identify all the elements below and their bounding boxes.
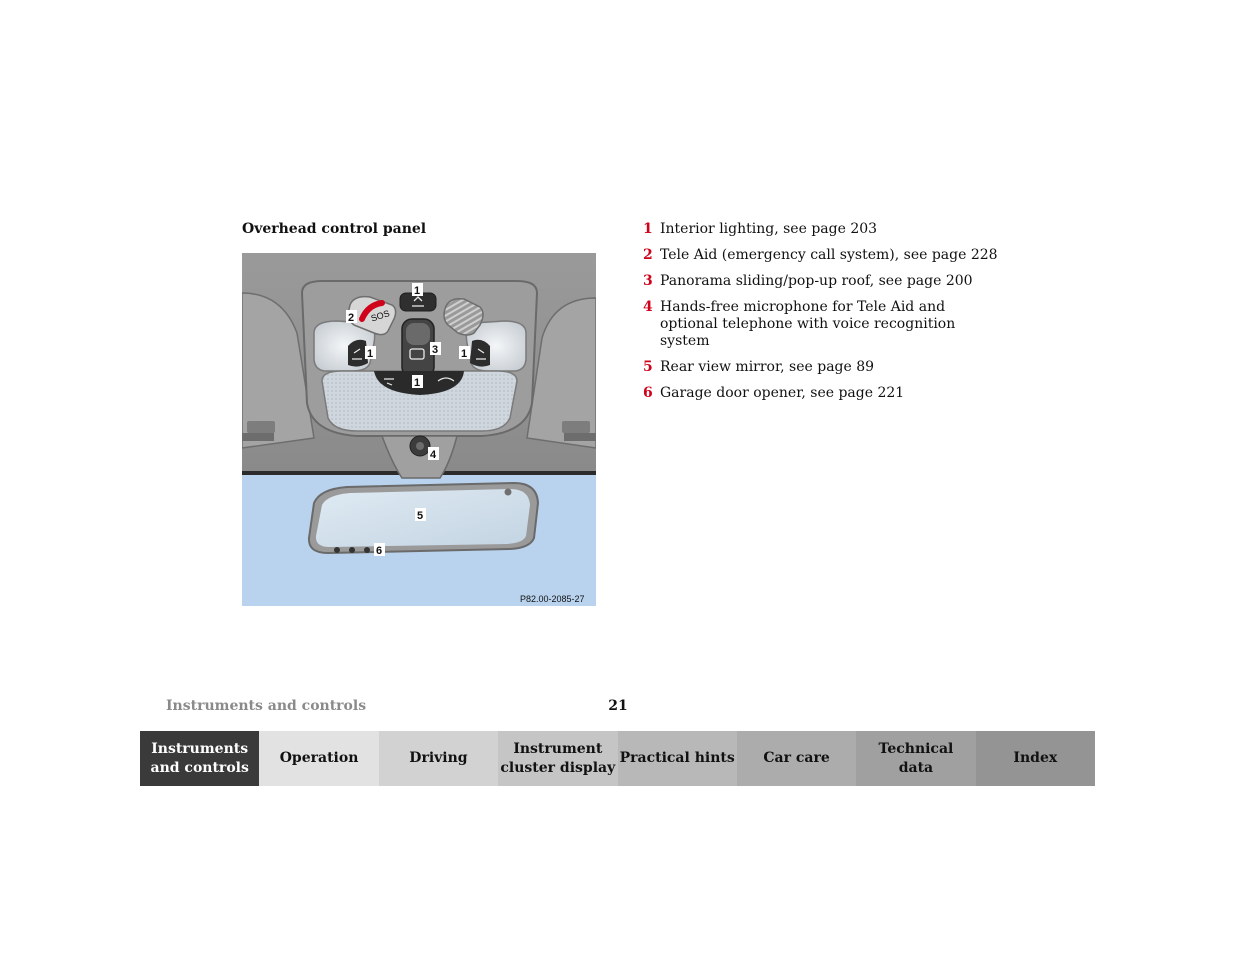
list-item: 1 Interior lighting, see page 203 <box>643 221 878 237</box>
list-item: 5 Rear view mirror, see page 89 <box>643 359 875 375</box>
list-item: 3 Panorama sliding/pop-up roof, see page 200 <box>643 273 973 289</box>
tab-practical-hints[interactable]: Practical hints <box>618 731 737 786</box>
tab-technical-data[interactable]: Technical data <box>856 731 975 786</box>
sliding-roof-switch-icon[interactable] <box>402 319 434 377</box>
chapter-tabs <box>140 731 1095 786</box>
callout-1-right: 1 <box>461 348 468 360</box>
tab-instruments-and-controls[interactable]: Instruments and controls <box>140 731 259 786</box>
section-heading: Overhead control panel <box>242 221 427 237</box>
tab-driving[interactable]: Driving <box>379 731 498 786</box>
tab-car-care[interactable]: Car care <box>737 731 856 786</box>
tab-operation[interactable]: Operation <box>259 731 378 786</box>
callout-4: 4 <box>430 449 437 461</box>
callout-5: 5 <box>417 510 424 522</box>
overhead-panel-figure <box>242 253 596 606</box>
tab-instrument-cluster-display[interactable]: Instrument cluster display <box>498 731 617 786</box>
list-item: 6 Garage door opener, see page 221 <box>643 385 905 401</box>
callout-list <box>640 221 1000 411</box>
callout-3: 3 <box>432 344 439 356</box>
page-number: 21 <box>608 698 628 714</box>
right-reading-light-button-icon[interactable] <box>470 340 490 367</box>
footer-section-title: Instruments and controls <box>166 698 367 714</box>
callout-1-top: 1 <box>414 285 421 297</box>
callout-6: 6 <box>376 545 383 557</box>
tab-index[interactable]: Index <box>976 731 1095 786</box>
callout-1-left: 1 <box>367 348 374 360</box>
svg-text:SOS: SOS <box>369 308 391 324</box>
list-item: 2 Tele Aid (emergency call system), see page 228 <box>643 247 998 263</box>
figure-code: P82.00-2085-27 <box>520 594 585 604</box>
callout-2: 2 <box>348 312 355 324</box>
callout-1-bottom: 1 <box>414 377 421 389</box>
list-item: 4 Hands-free microphone for Tele Aid and optional telephone with voice recognition system <box>643 299 956 349</box>
